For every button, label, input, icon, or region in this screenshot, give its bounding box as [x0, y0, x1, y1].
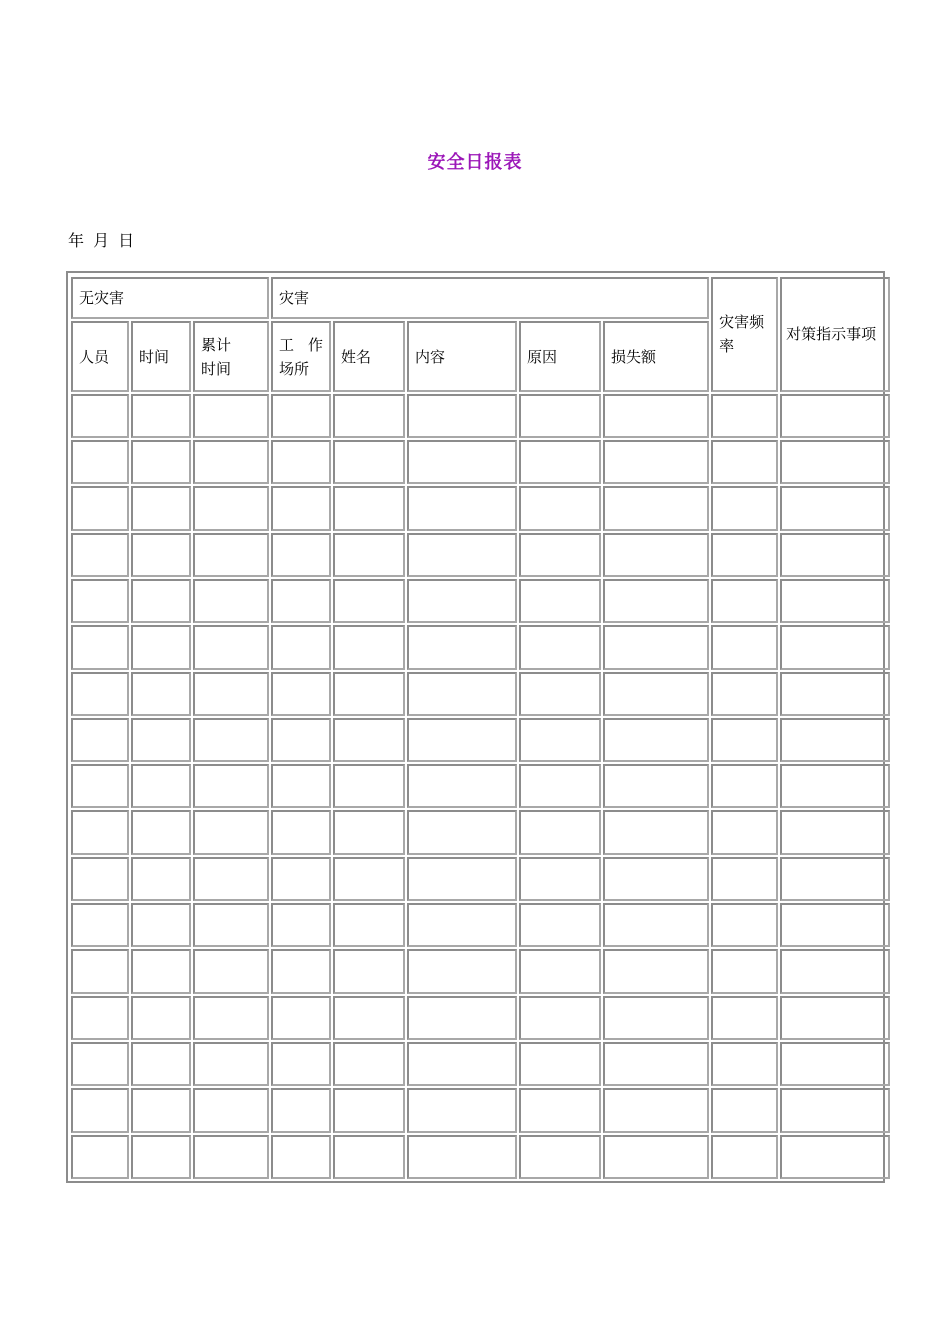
table-cell[interactable] — [603, 810, 709, 854]
table-cell[interactable] — [603, 996, 709, 1040]
table-cell[interactable] — [780, 949, 890, 993]
table-cell[interactable] — [271, 764, 331, 808]
table-cell[interactable] — [407, 1135, 517, 1179]
table-cell[interactable] — [333, 810, 405, 854]
table-cell[interactable] — [193, 857, 269, 901]
table-row — [71, 718, 890, 762]
table-cell[interactable] — [271, 625, 331, 669]
table-cell[interactable] — [711, 764, 778, 808]
table-cell[interactable] — [603, 718, 709, 762]
table-cell[interactable] — [603, 579, 709, 623]
table-cell[interactable] — [193, 533, 269, 577]
table-cell[interactable] — [333, 949, 405, 993]
table-cell[interactable] — [603, 533, 709, 577]
table-cell[interactable] — [407, 579, 517, 623]
table-cell[interactable] — [711, 810, 778, 854]
table-cell[interactable] — [780, 1042, 890, 1086]
table-cell[interactable] — [407, 857, 517, 901]
report-table — [69, 275, 892, 1181]
table-cell[interactable] — [603, 1042, 709, 1086]
table-cell[interactable] — [71, 903, 129, 947]
table-cell[interactable] — [603, 486, 709, 530]
table-cell[interactable] — [131, 440, 191, 484]
table-cell[interactable] — [271, 394, 331, 438]
table-cell[interactable] — [193, 672, 269, 716]
table-cell[interactable] — [131, 949, 191, 993]
table-cell[interactable] — [519, 1135, 601, 1179]
table-cell[interactable] — [271, 533, 331, 577]
table-cell[interactable] — [407, 440, 517, 484]
table-cell[interactable] — [780, 718, 890, 762]
table-cell[interactable] — [603, 1135, 709, 1179]
table-cell[interactable] — [193, 903, 269, 947]
table-cell[interactable] — [131, 810, 191, 854]
table-cell[interactable] — [71, 857, 129, 901]
table-row — [71, 625, 890, 669]
table-cell[interactable] — [711, 394, 778, 438]
table-cell[interactable] — [193, 949, 269, 993]
header-cumulative-time: 累计时间 — [193, 321, 269, 391]
table-row — [71, 996, 890, 1040]
header-content: 内容 — [407, 321, 517, 391]
table-cell[interactable] — [193, 810, 269, 854]
table-cell[interactable] — [780, 625, 890, 669]
table-cell[interactable] — [271, 579, 331, 623]
table-row — [71, 1088, 890, 1132]
table-row — [71, 1042, 890, 1086]
table-cell[interactable] — [603, 672, 709, 716]
table-cell[interactable] — [131, 903, 191, 947]
table-cell[interactable] — [131, 1135, 191, 1179]
table-cell[interactable] — [193, 440, 269, 484]
table-cell[interactable] — [407, 718, 517, 762]
header-workplace: 工 作 场所 — [271, 321, 331, 391]
table-cell[interactable] — [603, 949, 709, 993]
table-cell[interactable] — [333, 440, 405, 484]
table-cell[interactable] — [71, 625, 129, 669]
table-cell[interactable] — [603, 440, 709, 484]
header-loss-amount: 损失额 — [603, 321, 709, 391]
table-cell[interactable] — [193, 625, 269, 669]
table-cell[interactable] — [407, 1042, 517, 1086]
header-cause: 原因 — [519, 321, 601, 391]
table-cell[interactable] — [780, 903, 890, 947]
table-cell[interactable] — [193, 1088, 269, 1132]
table-cell[interactable] — [193, 1135, 269, 1179]
table-cell[interactable] — [519, 903, 601, 947]
table-cell[interactable] — [271, 857, 331, 901]
header-disaster: 灾害 — [271, 277, 709, 319]
table-cell[interactable] — [333, 718, 405, 762]
table-cell[interactable] — [71, 486, 129, 530]
table-cell[interactable] — [407, 764, 517, 808]
table-cell[interactable] — [780, 533, 890, 577]
table-cell[interactable] — [519, 857, 601, 901]
table-cell[interactable] — [131, 486, 191, 530]
table-cell[interactable] — [519, 486, 601, 530]
table-cell[interactable] — [271, 718, 331, 762]
table-cell[interactable] — [711, 903, 778, 947]
table-cell[interactable] — [333, 672, 405, 716]
table-row — [71, 810, 890, 854]
table-cell[interactable] — [333, 394, 405, 438]
table-cell[interactable] — [519, 949, 601, 993]
table-cell[interactable] — [519, 579, 601, 623]
table-cell[interactable] — [519, 1088, 601, 1132]
table-cell[interactable] — [519, 394, 601, 438]
table-cell[interactable] — [131, 718, 191, 762]
table-cell[interactable] — [71, 1135, 129, 1179]
table-cell[interactable] — [780, 672, 890, 716]
table-cell[interactable] — [711, 1088, 778, 1132]
table-cell[interactable] — [333, 996, 405, 1040]
table-cell[interactable] — [519, 533, 601, 577]
table-cell[interactable] — [271, 1088, 331, 1132]
table-cell[interactable] — [603, 1088, 709, 1132]
table-cell[interactable] — [333, 625, 405, 669]
table-cell[interactable] — [193, 486, 269, 530]
table-cell[interactable] — [407, 394, 517, 438]
table-cell[interactable] — [603, 394, 709, 438]
table-cell[interactable] — [71, 672, 129, 716]
table-cell[interactable] — [193, 1042, 269, 1086]
table-cell[interactable] — [271, 1042, 331, 1086]
table-cell[interactable] — [519, 996, 601, 1040]
table-cell[interactable] — [711, 949, 778, 993]
page-title: 安全日报表 — [427, 152, 523, 173]
table-row — [71, 486, 890, 530]
table-row — [71, 903, 890, 947]
table-cell[interactable] — [271, 486, 331, 530]
table-cell[interactable] — [780, 579, 890, 623]
table-cell[interactable] — [71, 1088, 129, 1132]
table-cell[interactable] — [780, 440, 890, 484]
table-cell[interactable] — [193, 996, 269, 1040]
table-cell[interactable] — [407, 1088, 517, 1132]
table-cell[interactable] — [271, 1135, 331, 1179]
table-cell[interactable] — [131, 996, 191, 1040]
table-row — [71, 672, 890, 716]
table-cell[interactable] — [603, 903, 709, 947]
table-row — [71, 579, 890, 623]
table-cell[interactable] — [519, 810, 601, 854]
table-cell[interactable] — [71, 579, 129, 623]
table-cell[interactable] — [193, 764, 269, 808]
header-no-disaster: 无灾害 — [71, 277, 269, 319]
table-cell[interactable] — [407, 810, 517, 854]
table-cell[interactable] — [131, 394, 191, 438]
table-cell[interactable] — [333, 1135, 405, 1179]
table-cell[interactable] — [603, 625, 709, 669]
table-cell[interactable] — [333, 764, 405, 808]
table-cell[interactable] — [71, 996, 129, 1040]
report-table-frame — [66, 271, 885, 1183]
table-cell[interactable] — [519, 718, 601, 762]
table-row — [71, 394, 890, 438]
table-cell[interactable] — [333, 533, 405, 577]
table-cell[interactable] — [131, 1042, 191, 1086]
table-cell[interactable] — [71, 764, 129, 808]
header-personnel: 人员 — [71, 321, 129, 391]
table-row — [71, 949, 890, 993]
table-cell[interactable] — [711, 533, 778, 577]
table-cell[interactable] — [407, 949, 517, 993]
table-cell[interactable] — [71, 394, 129, 438]
table-cell[interactable] — [407, 486, 517, 530]
table-cell[interactable] — [780, 810, 890, 854]
table-cell[interactable] — [711, 996, 778, 1040]
table-cell[interactable] — [780, 1088, 890, 1132]
header-disaster-frequency: 灾害频率 — [711, 277, 778, 392]
table-cell[interactable] — [519, 764, 601, 808]
table-cell[interactable] — [519, 672, 601, 716]
table-cell[interactable] — [407, 625, 517, 669]
table-cell[interactable] — [711, 486, 778, 530]
table-cell[interactable] — [131, 672, 191, 716]
table-cell[interactable] — [780, 996, 890, 1040]
table-cell[interactable] — [193, 718, 269, 762]
table-cell[interactable] — [131, 1088, 191, 1132]
table-cell[interactable] — [711, 718, 778, 762]
table-row — [71, 533, 890, 577]
table-cell[interactable] — [271, 810, 331, 854]
table-cell[interactable] — [333, 903, 405, 947]
table-cell[interactable] — [71, 533, 129, 577]
table-cell[interactable] — [71, 1042, 129, 1086]
table-cell[interactable] — [271, 672, 331, 716]
header-name: 姓名 — [333, 321, 405, 391]
table-cell[interactable] — [711, 440, 778, 484]
table-cell[interactable] — [711, 1135, 778, 1179]
table-cell[interactable] — [271, 440, 331, 484]
table-cell[interactable] — [131, 857, 191, 901]
table-cell[interactable] — [333, 486, 405, 530]
table-cell[interactable] — [780, 486, 890, 530]
table-cell[interactable] — [711, 579, 778, 623]
table-cell[interactable] — [193, 579, 269, 623]
table-cell[interactable] — [407, 672, 517, 716]
table-cell[interactable] — [71, 810, 129, 854]
table-cell[interactable] — [711, 1042, 778, 1086]
table-cell[interactable] — [131, 764, 191, 808]
table-cell[interactable] — [71, 949, 129, 993]
table-cell[interactable] — [780, 857, 890, 901]
table-cell[interactable] — [333, 579, 405, 623]
table-row — [71, 440, 890, 484]
table-cell[interactable] — [407, 903, 517, 947]
table-cell[interactable] — [131, 533, 191, 577]
date-line: 年 月 日 — [68, 231, 137, 250]
table-cell[interactable] — [603, 857, 709, 901]
table-cell[interactable] — [519, 1042, 601, 1086]
table-cell[interactable] — [711, 625, 778, 669]
table-cell[interactable] — [71, 718, 129, 762]
table-cell[interactable] — [131, 579, 191, 623]
header-time: 时间 — [131, 321, 191, 391]
table-cell[interactable] — [603, 764, 709, 808]
table-cell[interactable] — [780, 764, 890, 808]
table-cell[interactable] — [780, 394, 890, 438]
table-cell[interactable] — [333, 1042, 405, 1086]
table-cell[interactable] — [333, 857, 405, 901]
table-cell[interactable] — [519, 625, 601, 669]
table-cell[interactable] — [271, 996, 331, 1040]
table-row — [71, 1135, 890, 1179]
table-cell[interactable] — [711, 672, 778, 716]
table-cell[interactable] — [71, 440, 129, 484]
table-cell[interactable] — [271, 949, 331, 993]
table-cell[interactable] — [407, 533, 517, 577]
table-row — [71, 764, 890, 808]
table-row — [71, 857, 890, 901]
table-cell[interactable] — [131, 625, 191, 669]
table-cell[interactable] — [333, 1088, 405, 1132]
table-cell[interactable] — [193, 394, 269, 438]
table-cell[interactable] — [780, 1135, 890, 1179]
table-cell[interactable] — [271, 903, 331, 947]
table-cell[interactable] — [711, 857, 778, 901]
header-countermeasure: 对策指示事项 — [780, 277, 890, 392]
table-cell[interactable] — [519, 440, 601, 484]
table-cell[interactable] — [407, 996, 517, 1040]
